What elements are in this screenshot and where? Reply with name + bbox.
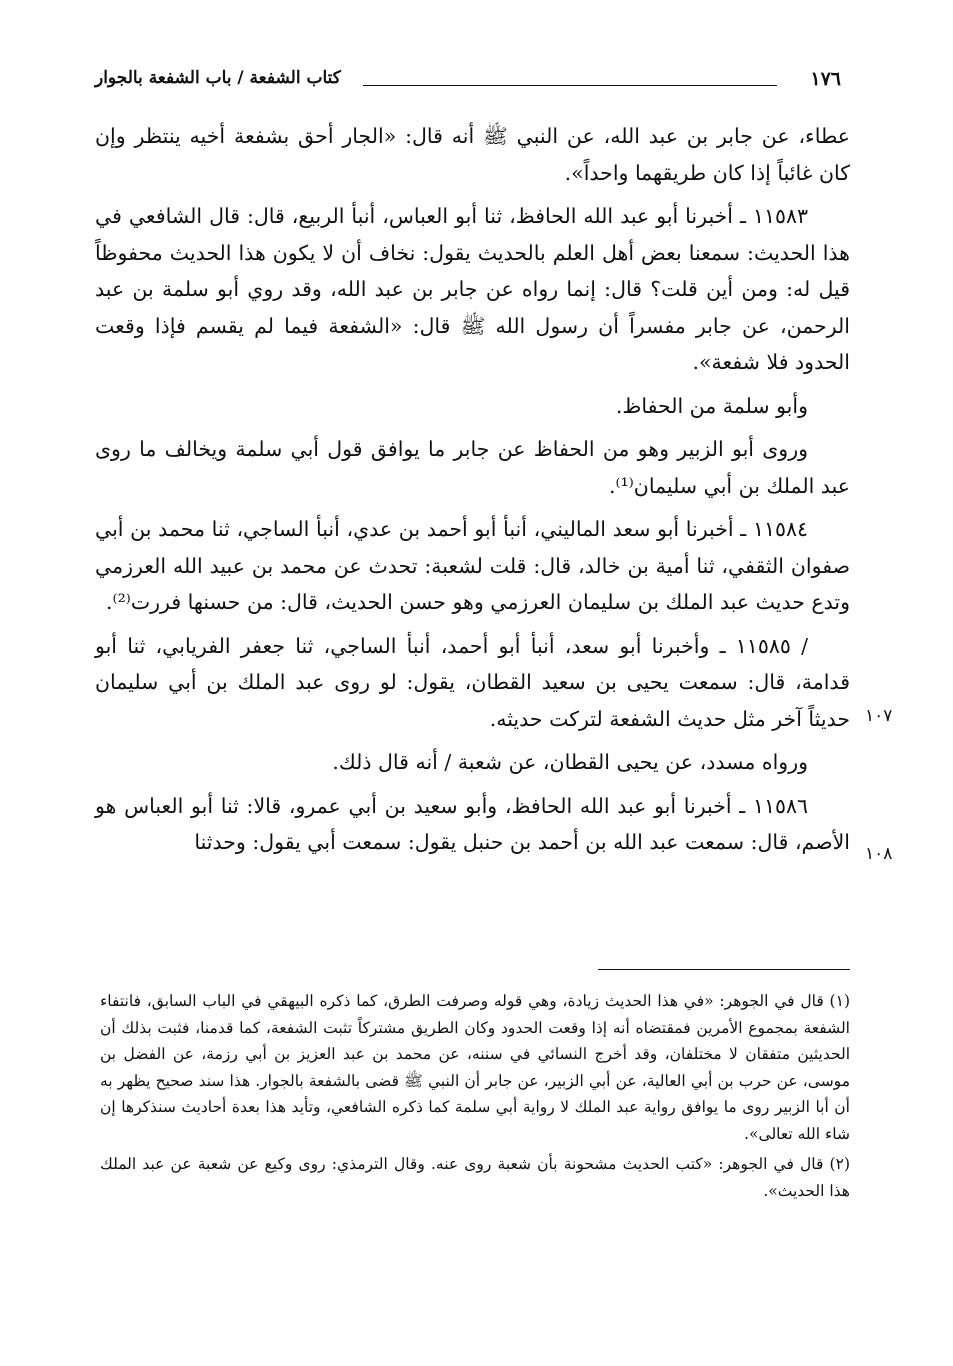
footnote: (٢) قال في الجوهر: «كتب الحديث مشحونة بأن شعبة روى عنه. وقال الترمذي: روى وكيع عن شعبة عن عبد الملك هذا الحديث». [100, 1155, 850, 1200]
margin-number: ١٠٧ [865, 706, 893, 726]
page-header [95, 64, 847, 98]
footnote: (١) قال في الجوهر: «في هذا الحديث زيادة، وهي قوله وصرفت الطرق، كما ذكره البيهقي في الباب السابق، فانتفاء الشفعة بمجموع الأمرين فمقتضاه أنه إذا وقعت الحدود وكان الطريق مشتركاً تثبت الشفعة، كما قدمنا، فثبت بذلك أن الحديثين متفقان لا مختلفان، وقد أخرج النسائي في سننه، عن محمد بن عبد العزيز بن أبي رزمة، عن الفضل بن موسى، عن حرب بن أبي العالية، عن أبي الزبير، عن جابر أن النبي ﷺ قضى بالشفعة بالجوار. هذا سند صحيح يظهر به أن أبا الزبير روى ما يوافق رواية عبد الملك لا رواية أبي سلمة كما ذكره الشافعي، وتأيد هذا بعدة أحاديث سنذكرها إن شاء الله تعالى». [100, 992, 850, 1143]
hadith-paragraph: ١١٥٨٣ ـ أخبرنا أبو عبد الله الحافظ، ثنا أبو العباس، أنبأ الربيع، قال: قال الشافعي في هذا الحديث: سمعنا بعض أهل العلم بالحديث يقول: نخاف أن لا يكون هذا الحديث محفوظاً قيل له: ومن أين قلت؟ قال: إنما رواه عن جابر بن عبد الله، وقد روي أبو سلمة بن عبد الرحمن، عن جابر مفسراً أن رسول الله ﷺ قال: «الشفعة فيما لم يقسم فإذا وقعت الحدود فلا شفعة». [95, 204, 850, 374]
header-rule [363, 85, 777, 86]
main-text [95, 118, 850, 868]
paragraph: وأبو سلمة من الحفاظ. [615, 393, 808, 418]
footnotes [100, 988, 850, 1208]
paragraph: وروى أبو الزبير وهو من الحفاظ عن جابر ما يوافق قول أبي سلمة ويخالف ما روى عبد الملك بن أبي سليمان⁽¹⁾. [95, 437, 850, 498]
hadith-paragraph: ١١٥٨٤ ـ أخبرنا أبو سعد الماليني، أنبأ أبو أحمد بن عدي، أنبأ الساجي، ثنا محمد بن أبي صفوان الثقفي، ثنا أمية بن خالد، قال: قلت لشعبة: تحدث عن محمد بن عبيد الله العرزمي وتدع حديث عبد الملك بن سليمان العرزمي وهو حسن الحديث، قال: من حسنها فررت⁽²⁾. [95, 517, 850, 614]
hadith-paragraph: / ١١٥٨٥ ـ وأخبرنا أبو سعد، أنبأ أبو أحمد، أنبأ الساجي، ثنا جعفر الفريابي، ثنا أبو قدامة، قال: سمعت يحيى بن سعيد القطان، يقول: لو روى عبد الملك بن أبي سليمان حديثاً آخر مثل حديث الشفعة لتركت حديثه. [95, 633, 850, 731]
hadith-paragraph: ١١٥٨٦ ـ أخبرنا أبو عبد الله الحافظ، وأبو سعيد بن أبي عمرو، قالا: ثنا أبو العباس هو الأصم، قال: سمعت عبد الله بن أحمد بن حنبل يقول: سمعت أبي يقول: وحدثنا [95, 793, 850, 854]
paragraph: ورواه مسدد، عن يحيى القطان، عن شعبة / أنه قال ذلك. [332, 750, 808, 774]
margin-number: ١٠٨ [865, 844, 893, 864]
paragraph: عطاء، عن جابر بن عبد الله، عن النبي ﷺ أنه قال: «الجار أحق بشفعة أخيه ينتظر وإن كان غائباً إذا كان طريقهما واحداً». [95, 124, 850, 185]
page-number: ١٧٦ [810, 68, 841, 90]
footnote-separator [598, 969, 850, 970]
running-title: كتاب الشفعة / باب الشفعة بالجوار [95, 68, 341, 88]
